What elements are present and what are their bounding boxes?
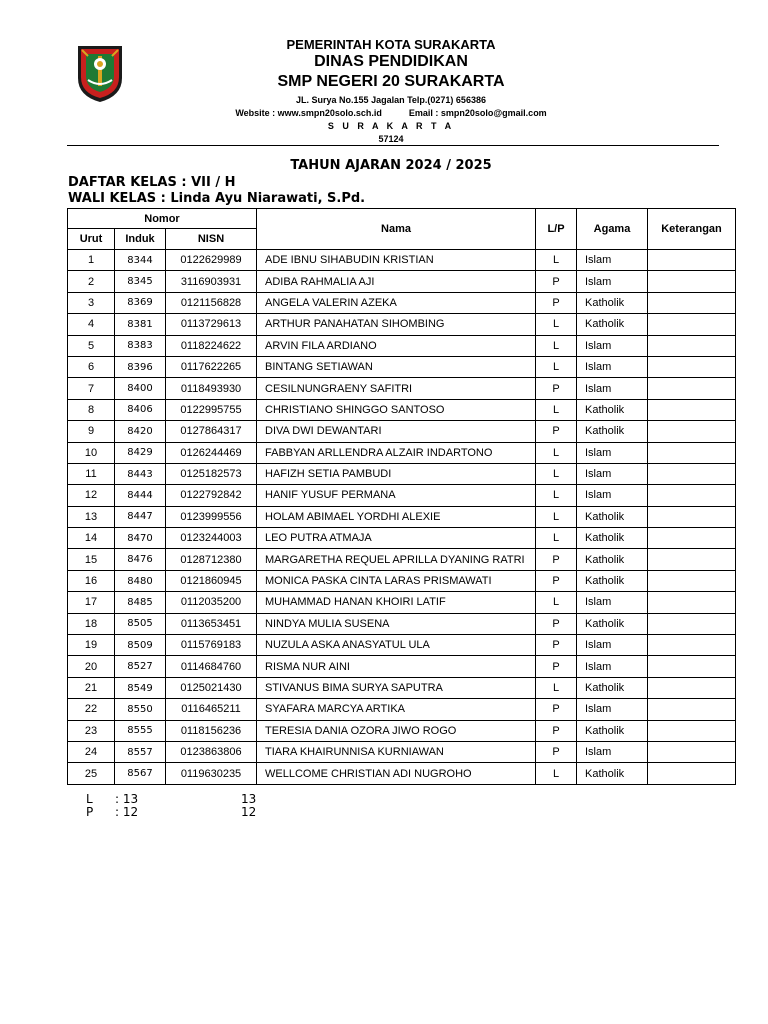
cell-agama: Islam — [577, 699, 648, 720]
cell-keterangan — [648, 656, 736, 677]
cell-nisn: 0119630235 — [166, 763, 257, 784]
cell-keterangan — [648, 250, 736, 271]
cell-nisn: 0114684760 — [166, 656, 257, 677]
cell-lp: L — [536, 442, 577, 463]
cell-lp: P — [536, 292, 577, 313]
cell-urut: 16 — [68, 570, 115, 591]
cell-keterangan — [648, 271, 736, 292]
table-row — [68, 506, 736, 527]
cell-urut: 11 — [68, 463, 115, 484]
cell-urut: 15 — [68, 549, 115, 570]
cell-nisn: 0116465211 — [166, 699, 257, 720]
student-name: WELLCOME CHRISTIAN ADI NUGROHO — [265, 767, 472, 780]
cell-keterangan — [648, 549, 736, 570]
cell-nisn: 0125021430 — [166, 677, 257, 698]
cell-keterangan — [648, 635, 736, 656]
cell-nisn: 0123863806 — [166, 741, 257, 762]
cell-nama — [257, 592, 536, 613]
cell-nisn: 0123244003 — [166, 528, 257, 549]
table-row — [68, 485, 736, 506]
header-keterangan: Keterangan — [648, 209, 736, 250]
cell-nisn: 0125182573 — [166, 463, 257, 484]
cell-nama — [257, 356, 536, 377]
cell-lp: L — [536, 677, 577, 698]
cell-nisn: 0117622265 — [166, 356, 257, 377]
cell-nama — [257, 485, 536, 506]
cell-urut: 19 — [68, 635, 115, 656]
cell-nisn: 0128712380 — [166, 549, 257, 570]
cell-nama — [257, 741, 536, 762]
cell-urut: 22 — [68, 699, 115, 720]
cell-keterangan — [648, 442, 736, 463]
table-row — [68, 442, 736, 463]
table-row — [68, 378, 736, 399]
cell-urut: 10 — [68, 442, 115, 463]
header-lp: L/P — [536, 209, 577, 250]
cell-nama — [257, 335, 536, 356]
cell-urut: 1 — [68, 250, 115, 271]
cell-agama: Islam — [577, 592, 648, 613]
cell-agama: Islam — [577, 271, 648, 292]
cell-nisn: 0113729613 — [166, 314, 257, 335]
email-text: Email : smpn20solo@gmail.com — [408, 108, 547, 118]
cell-lp: L — [536, 250, 577, 271]
cell-lp: P — [536, 549, 577, 570]
cell-agama: Islam — [577, 485, 648, 506]
cell-agama: Islam — [577, 635, 648, 656]
table-row — [68, 635, 736, 656]
cell-nisn: 3116903931 — [166, 271, 257, 292]
table-row — [68, 549, 736, 570]
cell-induk: 8527 — [115, 656, 166, 677]
cell-induk: 8480 — [115, 570, 166, 591]
student-name: DIVA DWI DEWANTARI — [265, 425, 382, 438]
student-name: ADIBA RAHMALIA AJI — [265, 275, 375, 288]
cell-urut: 17 — [68, 592, 115, 613]
cell-agama: Islam — [577, 356, 648, 377]
cell-nisn: 0127864317 — [166, 421, 257, 442]
cell-keterangan — [648, 741, 736, 762]
cell-lp: L — [536, 506, 577, 527]
cell-induk: 8555 — [115, 720, 166, 741]
cell-lp: P — [536, 378, 577, 399]
student-name: TERESIA DANIA OZORA JIWO ROGO — [265, 724, 457, 737]
student-name: LEO PUTRA ATMAJA — [265, 532, 372, 545]
cell-keterangan — [648, 720, 736, 741]
cell-urut: 3 — [68, 292, 115, 313]
cell-induk: 8505 — [115, 613, 166, 634]
cell-agama: Katholik — [577, 613, 648, 634]
table-row — [68, 720, 736, 741]
cell-nama — [257, 442, 536, 463]
cell-lp: L — [536, 335, 577, 356]
cell-induk: 8383 — [115, 335, 166, 356]
summary-p-value: : 12 — [115, 805, 139, 819]
cell-lp: L — [536, 528, 577, 549]
student-name: MUHAMMAD HANAN KHOIRI LATIF — [265, 596, 446, 609]
cell-agama: Islam — [577, 250, 648, 271]
header-urut: Urut — [68, 229, 115, 250]
cell-nama — [257, 635, 536, 656]
cell-nama — [257, 570, 536, 591]
table-row — [68, 271, 736, 292]
cell-urut: 4 — [68, 314, 115, 335]
cell-nama — [257, 528, 536, 549]
cell-induk: 8476 — [115, 549, 166, 570]
cell-lp: L — [536, 356, 577, 377]
cell-nisn: 0122995755 — [166, 399, 257, 420]
cell-agama: Katholik — [577, 677, 648, 698]
cell-agama: Islam — [577, 442, 648, 463]
cell-nama — [257, 656, 536, 677]
cell-keterangan — [648, 399, 736, 420]
cell-urut: 2 — [68, 271, 115, 292]
cell-lp: P — [536, 613, 577, 634]
table-row — [68, 570, 736, 591]
summary-p-label: P — [86, 805, 94, 819]
cell-urut: 25 — [68, 763, 115, 784]
cell-keterangan — [648, 528, 736, 549]
cell-keterangan — [648, 335, 736, 356]
table-row — [68, 677, 736, 698]
cell-lp: P — [536, 720, 577, 741]
student-name: CHRISTIANO SHINGGO SANTOSO — [265, 403, 445, 416]
table-row — [68, 613, 736, 634]
cell-induk: 8344 — [115, 250, 166, 271]
cell-agama: Katholik — [577, 549, 648, 570]
cell-keterangan — [648, 485, 736, 506]
cell-lp: L — [536, 763, 577, 784]
cell-keterangan — [648, 570, 736, 591]
website-text: Website : www.smpn20solo.sch.id — [235, 108, 382, 118]
cell-lp: P — [536, 570, 577, 591]
student-name: STIVANUS BIMA SURYA SAPUTRA — [265, 682, 443, 694]
class-label: DAFTAR KELAS : VII / H — [68, 175, 236, 190]
cell-keterangan — [648, 763, 736, 784]
cell-agama: Islam — [577, 378, 648, 399]
cell-agama: Katholik — [577, 314, 648, 335]
contact-line — [14, 108, 768, 118]
cell-urut: 13 — [68, 506, 115, 527]
table-row — [68, 356, 736, 377]
cell-keterangan — [648, 292, 736, 313]
cell-agama: Islam — [577, 463, 648, 484]
cell-nama — [257, 463, 536, 484]
cell-induk: 8567 — [115, 763, 166, 784]
table-row — [68, 335, 736, 356]
student-name: NINDYA MULIA SUSENA — [265, 617, 390, 630]
student-name: HANIF YUSUF PERMANA — [265, 489, 396, 502]
table-row — [68, 592, 736, 613]
table-row — [68, 656, 736, 677]
cell-nama — [257, 399, 536, 420]
table-row — [68, 699, 736, 720]
summary-p-total: 12 — [241, 805, 257, 819]
cell-nama — [257, 292, 536, 313]
header-induk: Induk — [115, 229, 166, 250]
student-name: ADE IBNU SIHABUDIN KRISTIAN — [265, 254, 434, 267]
cell-keterangan — [648, 506, 736, 527]
cell-agama: Katholik — [577, 570, 648, 591]
cell-lp: P — [536, 635, 577, 656]
cell-urut: 5 — [68, 335, 115, 356]
student-name: MARGARETHA REQUEL APRILLA DYANING RATRI — [265, 553, 525, 566]
cell-lp: L — [536, 314, 577, 335]
cell-nisn: 0126244469 — [166, 442, 257, 463]
student-name: CESILNUNGRAENY SAFITRI — [265, 382, 413, 395]
cell-nama — [257, 677, 536, 698]
cell-agama: Islam — [577, 741, 648, 762]
cell-lp: P — [536, 699, 577, 720]
summary-l-label: L — [86, 792, 93, 806]
student-name: FABBYAN ARLLENDRA ALZAIR INDARTONO — [265, 446, 493, 459]
cell-induk: 8369 — [115, 292, 166, 313]
student-name: NUZULA ASKA ANASYATUL ULA — [265, 639, 430, 652]
cell-lp: P — [536, 741, 577, 762]
cell-induk: 8400 — [115, 378, 166, 399]
header-agama: Agama — [577, 209, 648, 250]
cell-keterangan — [648, 677, 736, 698]
cell-nama — [257, 506, 536, 527]
cell-nisn: 0121860945 — [166, 570, 257, 591]
cell-lp: L — [536, 399, 577, 420]
cell-induk: 8557 — [115, 741, 166, 762]
table-row — [68, 399, 736, 420]
homeroom-teacher: WALI KELAS : Linda Ayu Niarawati, S.Pd. — [68, 191, 366, 206]
cell-agama: Islam — [577, 335, 648, 356]
cell-keterangan — [648, 314, 736, 335]
cell-nama — [257, 421, 536, 442]
table-row — [68, 741, 736, 762]
table-row — [68, 421, 736, 442]
postal-code: 57124 — [378, 134, 404, 144]
school-address: JL. Surya No.155 Jagalan Telp.(0271) 656386 — [296, 95, 486, 105]
cell-keterangan — [648, 463, 736, 484]
cell-nama — [257, 378, 536, 399]
cell-nisn: 0115769183 — [166, 635, 257, 656]
table-row — [68, 314, 736, 335]
cell-urut: 23 — [68, 720, 115, 741]
header-nama: Nama — [257, 209, 536, 250]
cell-urut: 20 — [68, 656, 115, 677]
table-row — [68, 250, 736, 271]
cell-keterangan — [648, 421, 736, 442]
cell-urut: 14 — [68, 528, 115, 549]
cell-nisn: 0113653451 — [166, 613, 257, 634]
city-text: S U R A K A R T A — [327, 121, 455, 131]
school-name: SMP NEGERI 20 SURAKARTA — [277, 73, 505, 90]
cell-induk: 8381 — [115, 314, 166, 335]
cell-induk: 8345 — [115, 271, 166, 292]
table-row — [68, 528, 736, 549]
cell-urut: 21 — [68, 677, 115, 698]
cell-nama — [257, 613, 536, 634]
cell-nama — [257, 699, 536, 720]
cell-induk: 8509 — [115, 635, 166, 656]
cell-keterangan — [648, 613, 736, 634]
student-name: BINTANG SETIAWAN — [265, 361, 373, 374]
student-name: ARVIN FILA ARDIANO — [265, 339, 377, 352]
cell-urut: 12 — [68, 485, 115, 506]
cell-induk: 8443 — [115, 463, 166, 484]
cell-agama: Katholik — [577, 506, 648, 527]
cell-keterangan — [648, 592, 736, 613]
cell-agama: Katholik — [577, 292, 648, 313]
student-name: ANGELA VALERIN AZEKA — [265, 296, 397, 309]
cell-agama: Katholik — [577, 528, 648, 549]
cell-induk: 8550 — [115, 699, 166, 720]
header-nomor: Nomor — [68, 209, 257, 229]
student-name: MONICA PASKA CINTA LARAS PRISMAWATI — [265, 575, 492, 588]
cell-induk: 8396 — [115, 356, 166, 377]
student-name: SYAFARA MARCYA ARTIKA — [265, 703, 405, 716]
cell-lp: L — [536, 592, 577, 613]
cell-lp: P — [536, 656, 577, 677]
cell-nisn: 0118224622 — [166, 335, 257, 356]
summary-l-value: : 13 — [115, 792, 139, 806]
government-title: PEMERINTAH KOTA SURAKARTA — [286, 37, 496, 52]
table-row — [68, 292, 736, 313]
cell-lp: P — [536, 421, 577, 442]
cell-agama: Katholik — [577, 421, 648, 442]
student-name: TIARA KHAIRUNNISA KURNIAWAN — [265, 746, 444, 759]
student-table — [67, 208, 736, 785]
cell-nama — [257, 250, 536, 271]
student-name: ARTHUR PANAHATAN SIHOMBING — [265, 318, 445, 331]
summary-l-total: 13 — [241, 792, 257, 806]
cell-keterangan — [648, 378, 736, 399]
cell-urut: 9 — [68, 421, 115, 442]
cell-nama — [257, 314, 536, 335]
cell-agama: Islam — [577, 656, 648, 677]
cell-urut: 18 — [68, 613, 115, 634]
cell-induk: 8485 — [115, 592, 166, 613]
cell-induk: 8470 — [115, 528, 166, 549]
table-row — [68, 763, 736, 784]
cell-induk: 8447 — [115, 506, 166, 527]
academic-year: TAHUN AJARAN 2024 / 2025 — [290, 158, 492, 173]
table-row — [68, 463, 736, 484]
cell-urut: 7 — [68, 378, 115, 399]
department-title: DINAS PENDIDIKAN — [314, 53, 468, 70]
cell-agama: Katholik — [577, 763, 648, 784]
cell-nama — [257, 271, 536, 292]
cell-nisn: 0122792842 — [166, 485, 257, 506]
cell-induk: 8406 — [115, 399, 166, 420]
header-divider — [67, 145, 719, 146]
cell-urut: 6 — [68, 356, 115, 377]
cell-lp: P — [536, 271, 577, 292]
cell-nisn: 0122629989 — [166, 250, 257, 271]
cell-induk: 8429 — [115, 442, 166, 463]
cell-induk: 8549 — [115, 677, 166, 698]
student-name: RISMA NUR AINI — [265, 660, 350, 673]
cell-lp: L — [536, 463, 577, 484]
cell-nisn: 0123999556 — [166, 506, 257, 527]
cell-agama: Katholik — [577, 720, 648, 741]
student-name: HOLAM ABIMAEL YORDHI ALEXIE — [265, 510, 441, 523]
cell-induk: 8420 — [115, 421, 166, 442]
cell-nisn: 0112035200 — [166, 592, 257, 613]
cell-keterangan — [648, 699, 736, 720]
cell-induk: 8444 — [115, 485, 166, 506]
cell-keterangan — [648, 356, 736, 377]
cell-urut: 8 — [68, 399, 115, 420]
cell-nisn: 0118493930 — [166, 378, 257, 399]
student-name: HAFIZH SETIA PAMBUDI — [265, 468, 392, 481]
cell-urut: 24 — [68, 741, 115, 762]
cell-agama: Katholik — [577, 399, 648, 420]
cell-nisn: 0118156236 — [166, 720, 257, 741]
cell-nisn: 0121156828 — [166, 292, 257, 313]
cell-lp: L — [536, 485, 577, 506]
cell-nama — [257, 763, 536, 784]
cell-nama — [257, 549, 536, 570]
header-nisn: NISN — [166, 229, 257, 250]
cell-nama — [257, 720, 536, 741]
